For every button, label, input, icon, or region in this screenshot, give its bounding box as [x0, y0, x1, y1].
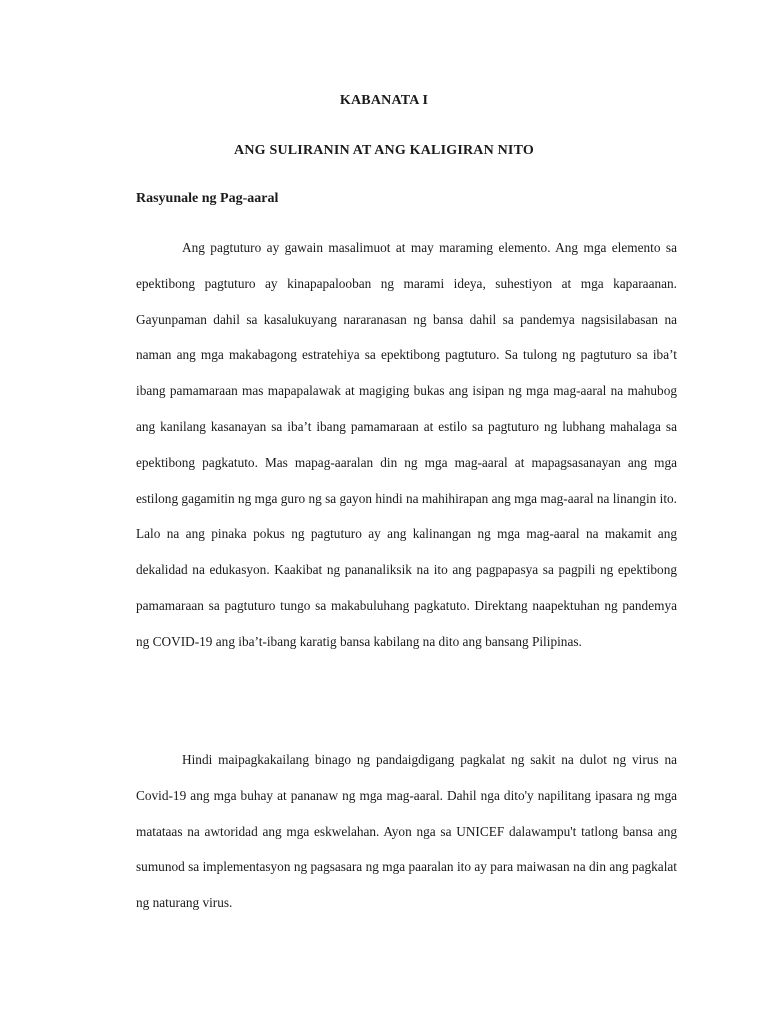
- paragraph: Ang pagtuturo ay gawain masalimuot at may maraming elemento. Ang mga elemento sa epektibong pagtuturo ay kinapapalooban ng marami ideya, suhestiyon at mga kaparaanan. Gayunpaman dahil sa kasalukuyang nararanasan ng bansa dahil sa pandemya nagsisilabasan na naman ang mga makabagong estratehiya sa epektibong pagtuturo. Sa tulong ng pagtuturo sa iba’t ibang pamamaraan mas mapapalawak at magiging bukas ang isipan ng mga mag-aaral na mahubog ang kanilang kasanayan sa iba’t ibang pamamaraan at estilo sa pagtuturo ng lubhang mahalaga sa epektibong pagkatuto. Mas mapag-aaralan din ng mga mag-aaral at mapagsasanayan ang mga estilong gagamitin ng mga guro ng sa gayon hindi na mahihirapan ang mga mag-aaral na linangin ito. Lalo na ang pinaka pokus ng pagtuturo ay ang kalinangan ng mga mag-aaral na makamit ang dekalidad na edukasyon. Kaakibat ng pananaliksik na ito ang pagpapasya sa pagpili ng epektibong pamamaraan sa pagtuturo tungo sa makabuluhang pagkatuto. Direktang naapektuhan ng pandemya ng COVID-19 ang iba’t-ibang karatig bansa kabilang na dito ang bansang Pilipinas.: [136, 240, 677, 649]
- section-heading: Rasyunale ng Pag-aaral: [136, 191, 279, 206]
- chapter-heading: KABANATA I: [339, 93, 429, 108]
- paragraph: Hindi maipagkakailang binago ng pandaigdigang pagkalat ng sakit na dulot ng virus na Covid-19 ang mga buhay at pananaw ng mga mag-aaral. Dahil nga dito'y napilitang ipasara ng mga matataas na awtoridad ang mga eskwelahan. Ayon nga sa UNICEF dalawampu't tatlong bansa ang sumunod sa implementasyon ng pagsasara ng mga paaralan ito ay para maiwasan na din ang pagkalat ng naturang virus.: [136, 752, 677, 911]
- chapter-title: ANG SULIRANIN AT ANG KALIGIRAN NITO: [234, 143, 534, 158]
